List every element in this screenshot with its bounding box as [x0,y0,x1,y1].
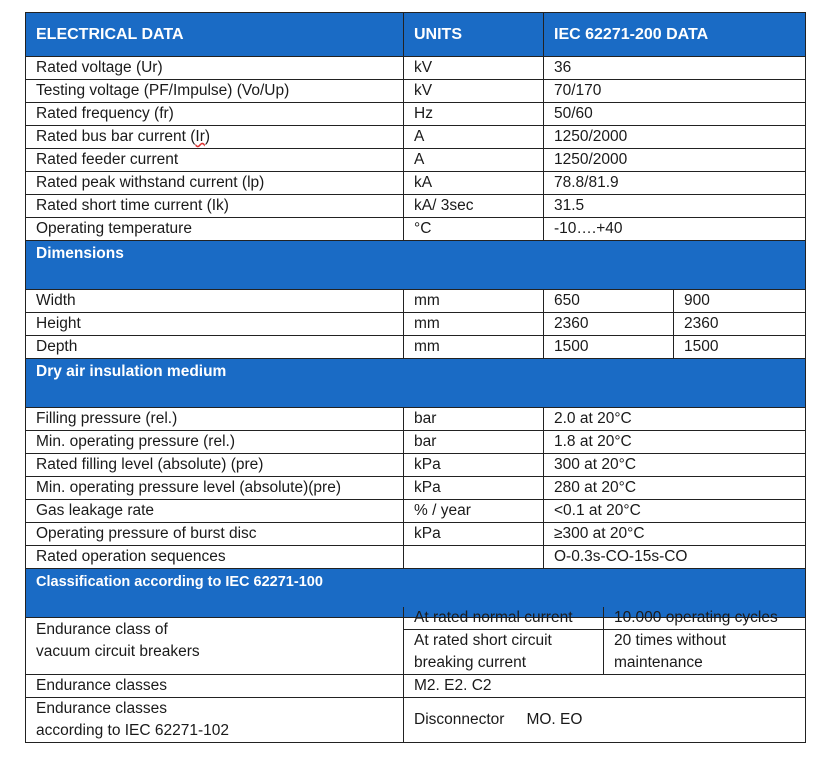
param-cell: Height [26,313,404,336]
endurance-102-line2: according to IEC 62271-102 [36,722,230,739]
endurance-102-line1: Endurance classes [36,700,167,717]
param-cell: Filling pressure (rel.) [26,408,404,431]
unit-cell: kPa [404,477,544,500]
param-cell: Rated peak withstand current (lp) [26,172,404,195]
table-row [26,149,806,172]
table-row [26,546,806,569]
spellcheck-marked-text: Ir [195,128,205,145]
param-cell: Testing voltage (PF/Impulse) (Vo/Up) [26,80,404,103]
unit-cell: Hz [404,103,544,126]
header-units: UNITS [404,13,544,57]
param-cell: Rated feeder current [26,149,404,172]
short-circuit-value-line1: 20 times without [614,632,726,649]
param-cell: Rated short time current (Ik) [26,195,404,218]
value-cell: 78.8/81.9 [544,172,806,195]
table-row [26,431,806,454]
param-cell: Rated voltage (Ur) [26,57,404,80]
param-cell: Rated frequency (fr) [26,103,404,126]
value-cell: 1500 [674,336,806,359]
unit-cell: bar [404,408,544,431]
table-row [26,218,806,241]
param-cell: Depth [26,336,404,359]
endurance-vcb-label [26,607,404,675]
table-row [26,195,806,218]
header-iec-data: IEC 62271-200 DATA [544,13,806,57]
value-cell: 1250/2000 [544,149,806,172]
table-row [26,313,806,336]
param-cell [26,126,404,149]
table-row [26,290,806,313]
param-cell: Min. operating pressure level (absolute)(pre) [26,477,404,500]
unit-cell: % / year [404,500,544,523]
normal-current-value: 10.000 operating cycles [604,607,806,630]
normal-current-label: At rated normal current [404,607,604,630]
unit-cell: kPa [404,523,544,546]
value-cell: O-0.3s-CO-15s-CO [544,546,806,569]
section-row-dimensions [26,241,806,290]
value-cell: 2360 [544,313,674,336]
unit-cell: °C [404,218,544,241]
value-cell: 1500 [544,336,674,359]
param-cell: Endurance classes [26,675,404,698]
unit-cell: bar [404,431,544,454]
value-cell: M2. E2. C2 [404,675,806,698]
unit-cell: mm [404,336,544,359]
param-cell: Gas leakage rate [26,500,404,523]
endurance-102-label [26,698,404,743]
param-cell: Operating temperature [26,218,404,241]
param-cell: Operating pressure of burst disc [26,523,404,546]
short-circuit-label [404,630,604,675]
value-cell: 36 [544,57,806,80]
value-cell: 1.8 at 20°C [544,431,806,454]
value-cell: ≥300 at 20°C [544,523,806,546]
table-row [26,500,806,523]
unit-cell: A [404,149,544,172]
section-row-insulation [26,359,806,408]
header-electrical-data: ELECTRICAL DATA [26,13,404,57]
classification-table [25,607,806,743]
electrical-data-table [25,12,806,618]
table-row [26,57,806,80]
table-row [26,477,806,500]
table-row [26,454,806,477]
short-circuit-label-line2: breaking current [414,654,527,671]
unit-cell: kV [404,80,544,103]
param-text: Rated bus bar current ( [36,128,196,145]
value-cell: 1250/2000 [544,126,806,149]
value-cell: 650 [544,290,674,313]
table-row [26,523,806,546]
section-title-dimensions: Dimensions [26,241,806,290]
disconnector-value: MO. EO [526,711,583,728]
param-text: ) [204,128,211,145]
table-row [26,408,806,431]
endurance-vcb-line2: vacuum circuit breakers [36,642,200,660]
table-row [26,126,806,149]
unit-cell: kPa [404,454,544,477]
short-circuit-label-line1: At rated short circuit [414,632,552,649]
value-cell: 280 at 20°C [544,477,806,500]
value-cell: 50/60 [544,103,806,126]
value-cell: 300 at 20°C [544,454,806,477]
unit-cell: mm [404,290,544,313]
unit-cell: kA [404,172,544,195]
section-title-classification: Classification according to IEC 62271-100 [26,569,806,618]
section-title-insulation: Dry air insulation medium [26,359,806,408]
value-cell: 2.0 at 20°C [544,408,806,431]
value-cell: 70/170 [544,80,806,103]
disconnector-cell [404,698,806,743]
value-cell: 2360 [674,313,806,336]
unit-cell: kV [404,57,544,80]
param-cell: Rated operation sequences [26,546,404,569]
unit-cell [404,546,544,569]
param-cell: Rated filling level (absolute) (pre) [26,454,404,477]
value-cell: <0.1 at 20°C [544,500,806,523]
unit-cell: A [404,126,544,149]
table-row [26,607,806,630]
table-row [26,172,806,195]
short-circuit-value-line2: maintenance [614,654,703,671]
short-circuit-value [604,630,806,675]
table-row [26,698,806,743]
unit-cell: mm [404,313,544,336]
param-cell: Width [26,290,404,313]
value-cell: 31.5 [544,195,806,218]
table-row [26,336,806,359]
unit-cell: kA/ 3sec [404,195,544,218]
param-cell: Min. operating pressure (rel.) [26,431,404,454]
table-row [26,675,806,698]
value-cell: -10….+40 [544,218,806,241]
value-cell: 900 [674,290,806,313]
table-row [26,80,806,103]
table-header-row [26,13,806,57]
disconnector-label: Disconnector [414,711,505,728]
table-row [26,103,806,126]
endurance-vcb-line1: Endurance class of [36,620,168,638]
